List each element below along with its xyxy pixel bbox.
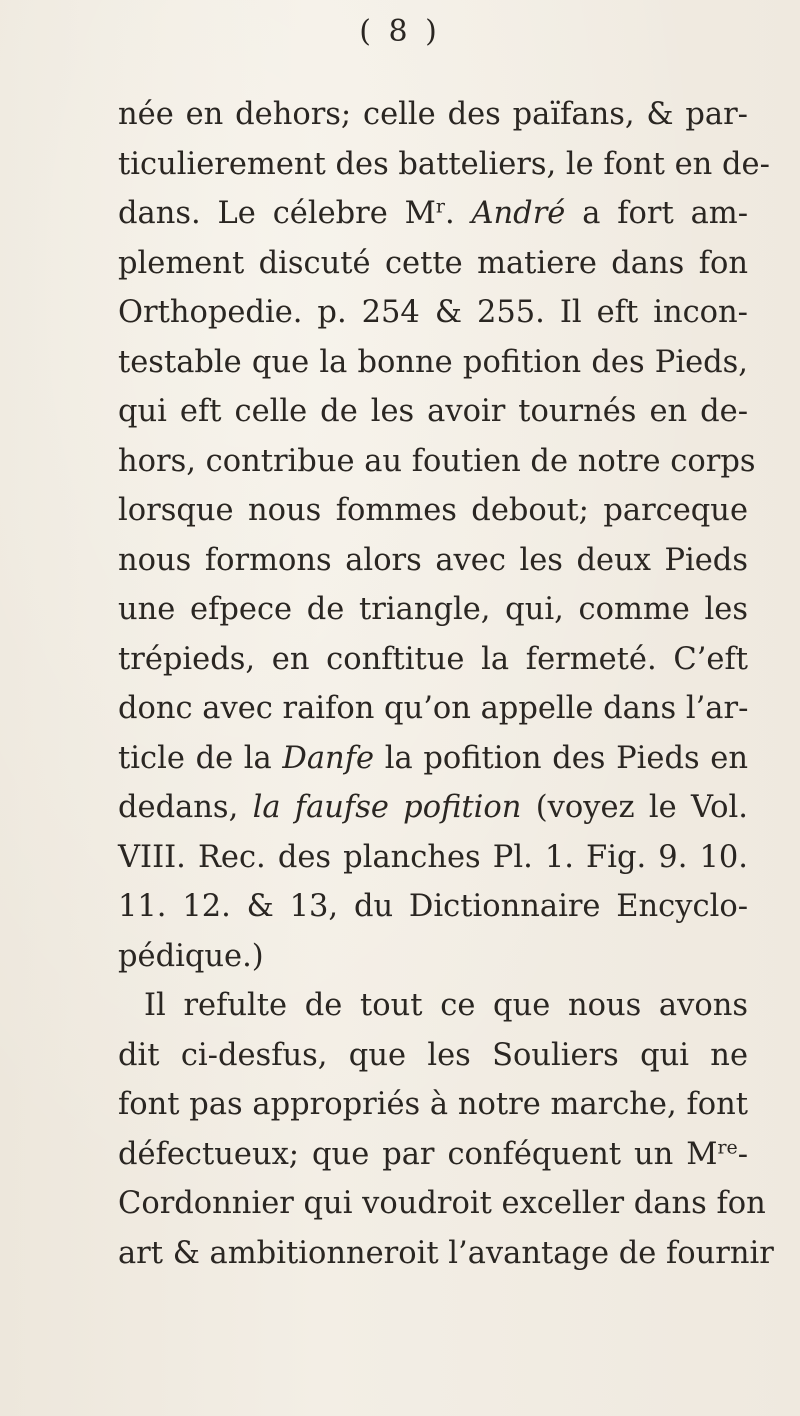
text-segment: a fort am- <box>565 196 749 231</box>
text-line <box>118 1130 748 1180</box>
text-segment: dit ci-desfus, que les Souliers qui ne <box>118 1037 748 1073</box>
text-segment: donc avec raifon qu’on appelle dans l’ar- <box>118 691 749 726</box>
text-line <box>118 536 748 586</box>
page-number: ( 8 ) <box>359 14 441 49</box>
text-segment: ticulierement des batteliers, le font en de- <box>118 146 770 182</box>
text-line <box>118 684 748 734</box>
text-line <box>118 882 748 932</box>
text-segment: nous formons alors avec les deux Pieds <box>118 542 748 578</box>
text-segment: VIII. Rec. des planches Pl. 1. Fig. 9. 10. <box>118 839 748 875</box>
text-segment: dans. Le célebre M <box>118 196 436 231</box>
text-line <box>118 1080 748 1130</box>
text-segment: Il refulte de tout ce que nous avons <box>144 988 748 1023</box>
text-line <box>118 981 748 1031</box>
text-segment: art & ambitionneroit l’avantage de fournir <box>118 1235 774 1271</box>
italic-text: André <box>471 196 566 231</box>
text-segment: trépieds, en conftitue la fermeté. C’eft <box>118 641 748 677</box>
text-line <box>118 140 770 190</box>
text-line <box>118 635 748 685</box>
text-line <box>118 239 748 289</box>
text-line <box>118 585 748 635</box>
text-line <box>118 1031 748 1081</box>
text-line <box>118 387 748 437</box>
body-text <box>118 90 774 1278</box>
text-segment: font pas appropriés à notre marche, font <box>118 1087 748 1122</box>
text-segment: née en dehors; celle des païfans, & par- <box>118 97 748 132</box>
text-line <box>118 437 756 487</box>
text-segment: qui eft celle de les avoir tournés en de- <box>118 394 748 429</box>
text-segment: hors, contribue au foutien de notre corps <box>118 443 756 479</box>
text-line <box>118 288 748 338</box>
italic-text: la faufse pofition <box>252 790 522 825</box>
text-segment: plement discuté cette matiere dans fon <box>118 245 748 281</box>
text-line <box>118 932 748 982</box>
text-line <box>118 189 748 239</box>
text-line <box>118 90 748 140</box>
superscript-text: r <box>435 195 445 218</box>
text-line <box>118 833 748 883</box>
text-segment: testable que la bonne pofition des Pieds, <box>118 344 748 380</box>
text-segment: dedans, <box>118 790 253 825</box>
text-line <box>118 783 748 833</box>
text-line <box>118 1229 774 1279</box>
text-segment: la pofition des Pieds en <box>374 740 748 776</box>
text-segment: . <box>444 196 472 231</box>
text-segment: une efpece de triangle, qui, comme les <box>118 592 748 627</box>
text-segment: - <box>737 1136 748 1172</box>
text-segment: défectueux; que par conféquent un M <box>118 1136 718 1172</box>
text-segment: lorsque nous fommes debout; parceque <box>118 493 748 528</box>
text-segment: Cordonnier qui voudroit exceller dans fon <box>118 1186 766 1221</box>
text-segment: Orthopedie. p. 254 & 255. Il eft incon- <box>118 295 748 330</box>
text-segment: ticle de la <box>118 740 283 776</box>
italic-text: Danfe <box>282 740 375 776</box>
text-line <box>118 734 748 784</box>
text-line <box>118 338 748 388</box>
text-segment: pédique.) <box>118 938 264 974</box>
text-line <box>118 486 748 536</box>
text-segment: 11. 12. & 13, du Dictionnaire Encyclo- <box>118 889 748 924</box>
superscript-text: re <box>717 1136 738 1159</box>
text-line <box>118 1179 766 1229</box>
text-segment: (voyez le Vol. <box>521 790 748 825</box>
